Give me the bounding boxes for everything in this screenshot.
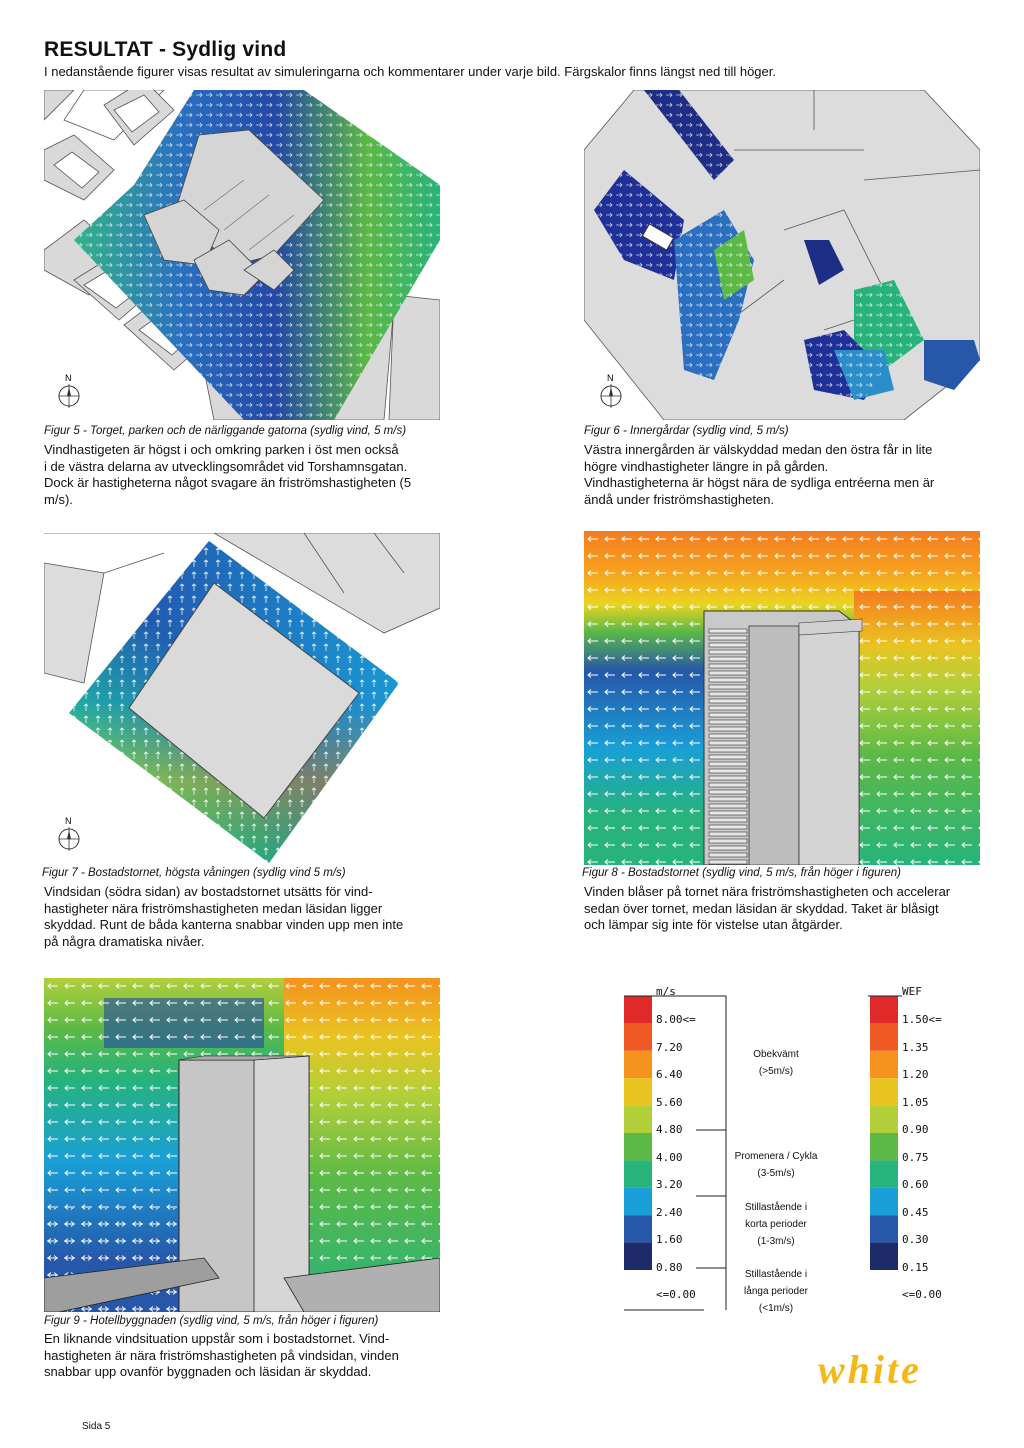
balcony (709, 650, 747, 654)
balcony (709, 825, 747, 829)
balcony (709, 783, 747, 787)
legend-category: Stillastående i korta perioder (1-3m/s) (744, 1202, 808, 1247)
balcony (709, 671, 747, 675)
balcony (709, 643, 747, 647)
legend-wef-label: 1.20 (902, 1068, 929, 1081)
balcony (709, 853, 747, 857)
legend-ms-label: 5.60 (656, 1096, 683, 1109)
legend-swatch (870, 1023, 898, 1050)
balcony (709, 832, 747, 836)
north-arrow-icon (56, 815, 82, 855)
legend-swatch (870, 1243, 898, 1270)
intro-text: I nedanstående figurer visas resultat av simuleringarna och kommentarer under varje bild. Färgskalor finns längst ned till höger. (44, 64, 776, 79)
figure-7-caption: Figur 7 - Bostadstornet, högsta våningen (sydlig vind 5 m/s) (42, 867, 346, 879)
page-title: RESULTAT - Sydlig vind (44, 38, 287, 61)
balcony (709, 727, 747, 731)
figure-6-text: Västra innergården är välskyddad medan den östra får in lite högre vindhastigheter längre in på gården. Vindhastigheterna är högst nära de sydliga entréerna men är ändå under friströmshastigheten. (584, 442, 935, 507)
figure-5-text: Vindhastigeten är högst i och omkring parken i öst men också i de västra delarna av utvecklingsområdet vid Torshamnsgatan. Dock är hastigheterna något svagare än friströmshastigheten (5 m/s). (44, 442, 412, 507)
legend-unit-ms: m/s (656, 985, 676, 998)
legend-ms-label: 6.40 (656, 1068, 683, 1081)
legend-ms-label: 8.00<= (656, 1013, 696, 1026)
legend-ms-label: 4.80 (656, 1123, 683, 1136)
figure-6-caption: Figur 6 - Innergårdar (sydlig vind, 5 m/s) (584, 425, 789, 437)
legend-ms-label: 7.20 (656, 1041, 683, 1054)
balcony (709, 776, 747, 780)
legend-swatch (870, 1160, 898, 1187)
legend-swatch (624, 1106, 652, 1133)
legend-wef-label: 0.45 (902, 1206, 929, 1219)
legend-wef-label: 1.50<= (902, 1013, 942, 1026)
balcony (709, 818, 747, 822)
legend-wef-label: 0.60 (902, 1178, 929, 1191)
balcony (709, 713, 747, 717)
balcony (709, 797, 747, 801)
balcony (709, 755, 747, 759)
legend-category: Obekvämt (>5m/s) (753, 1049, 799, 1077)
balcony (709, 699, 747, 703)
legend-ms-label: 0.80 (656, 1261, 683, 1274)
balcony (709, 769, 747, 773)
balcony (709, 734, 747, 738)
legend-unit-wef: WEF (902, 985, 922, 998)
figure-8-caption: Figur 8 - Bostadstornet (sydlig vind, 5 m/s, från höger i figuren) (582, 867, 901, 879)
balcony (709, 839, 747, 843)
color-legend (620, 980, 990, 1320)
legend-wef-label: 0.90 (902, 1123, 929, 1136)
balcony (709, 790, 747, 794)
balcony (709, 741, 747, 745)
legend-ms-label: 1.60 (656, 1233, 683, 1246)
legend-category: Promenera / Cykla (3-5m/s) (734, 1151, 818, 1179)
legend-swatch (870, 1051, 898, 1078)
legend-swatch (870, 1188, 898, 1215)
north-arrow-icon (598, 372, 624, 412)
figure-7-text: Vindsidan (södra sidan) av bostadstornet utsätts för vind- hastigheter nära friströmshastigheten medan läsidan ligger skyddad. Runt de båda kanterna snabbar vinden upp men inte på några dramatiska nivåer. (44, 884, 404, 949)
legend-swatch (624, 1023, 652, 1050)
page-number: Sida 5 (82, 1421, 111, 1432)
svg-text:N: N (65, 373, 72, 383)
balcony (709, 720, 747, 724)
balcony (709, 748, 747, 752)
legend-swatch (624, 1243, 652, 1270)
legend-swatch (624, 1215, 652, 1242)
legend-swatch (870, 996, 898, 1023)
legend-ms-label: 3.20 (656, 1178, 683, 1191)
balcony (709, 860, 747, 864)
figure-8-image (584, 531, 980, 865)
balcony (709, 629, 747, 633)
balcony (709, 685, 747, 689)
figure-6-image (584, 90, 980, 420)
figure-8-text: Vinden blåser på tornet nära friströmshastigheten och accelerar sedan över tornet, medan läsidan är skyddad. Taket är blåsigt och lämpar sig inte för vistelse utan åtgärder. (584, 884, 951, 932)
white-logo: white (818, 1347, 922, 1392)
legend-category: Stillastående i långa perioder (<1m/s) (744, 1269, 808, 1314)
legend-swatch (870, 1215, 898, 1242)
legend-wef-label: 1.35 (902, 1041, 929, 1054)
balcony (709, 657, 747, 661)
north-arrow-icon (56, 372, 82, 412)
balcony (709, 846, 747, 850)
figure-5-caption: Figur 5 - Torget, parken och de närliggande gatorna (sydlig vind, 5 m/s) (44, 425, 407, 437)
figure-9-image (44, 978, 440, 1312)
balcony (709, 706, 747, 710)
legend-swatch (870, 1106, 898, 1133)
legend-swatch (624, 1133, 652, 1160)
legend-wef-label: <=0.00 (902, 1288, 942, 1301)
legend-wef-label: 1.05 (902, 1096, 929, 1109)
legend-ms-label: 2.40 (656, 1206, 683, 1219)
balcony (709, 678, 747, 682)
svg-text:N: N (607, 373, 614, 383)
legend-ms-label: 4.00 (656, 1151, 683, 1164)
legend-swatch (624, 996, 652, 1023)
legend-swatch (624, 1078, 652, 1105)
legend-swatch (870, 1133, 898, 1160)
svg-text:N: N (65, 816, 72, 826)
figure-5-image (44, 90, 440, 420)
balcony (709, 762, 747, 766)
figure-9-caption: Figur 9 - Hotellbyggnaden (sydlig vind, 5 m/s, från höger i figuren) (44, 1315, 379, 1327)
legend-swatch (624, 1160, 652, 1187)
legend-swatch (624, 1051, 652, 1078)
balcony (709, 692, 747, 696)
figure-7-image (44, 533, 440, 863)
figure-9-text: En liknande vindsituation uppstår som i bostadstornet. Vind- hastigheten är nära friströmshastigheten på vindsidan, vinden snabbar upp ovanför byggnaden och läsidan är skyddad. (44, 1331, 399, 1379)
legend-swatch (870, 1078, 898, 1105)
balcony (709, 664, 747, 668)
legend-swatch (624, 1188, 652, 1215)
balcony (709, 811, 747, 815)
legend-wef-label: 0.15 (902, 1261, 929, 1274)
balcony (709, 636, 747, 640)
balcony (709, 804, 747, 808)
legend-ms-label: <=0.00 (656, 1288, 696, 1301)
legend-wef-label: 0.30 (902, 1233, 929, 1246)
legend-wef-label: 0.75 (902, 1151, 929, 1164)
